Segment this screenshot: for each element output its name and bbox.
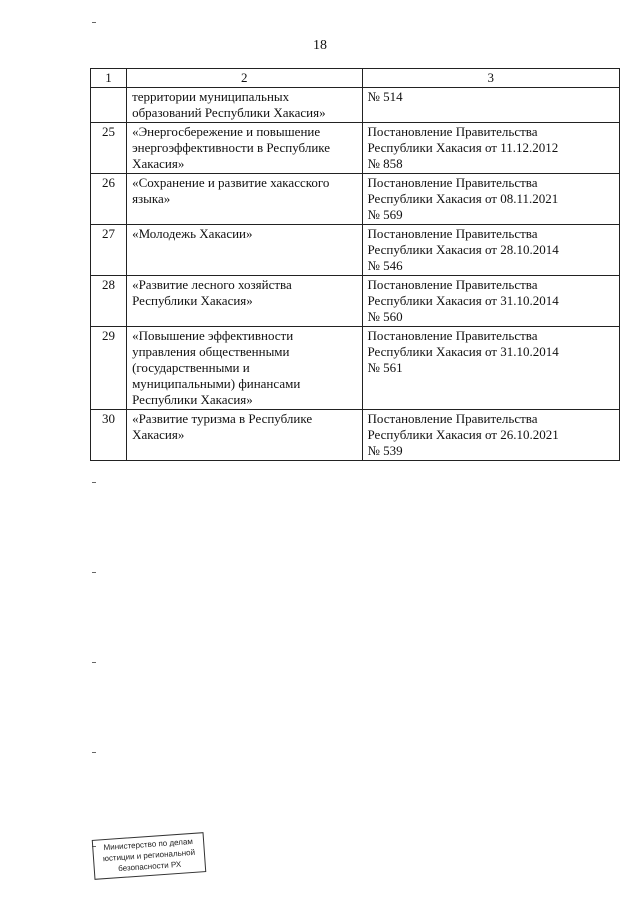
row-number: 25 [91,123,127,174]
legal-document: Постановление Правительства Республики Хакасия от 28.10.2014 № 546 [362,225,620,276]
row-number: 28 [91,276,127,327]
program-name: «Сохранение и развитие хакасского языка» [127,174,362,225]
legal-document: Постановление Правительства Республики Хакасия от 31.10.2014 № 560 [362,276,620,327]
scan-mark [92,482,96,483]
legal-document: Постановление Правительства Республики Хакасия от 11.12.2012 № 858 [362,123,620,174]
program-name: «Развитие туризма в Республике Хакасия» [127,410,362,461]
stamp-line: безопасности РХ [117,859,182,874]
stamp-line: Министерство по делам [103,836,194,853]
table-row [91,123,620,174]
scan-mark [92,572,96,573]
row-number [91,88,127,123]
column-header: 2 [127,69,362,88]
table-header-row [91,69,620,88]
programs-table [90,68,620,461]
legal-document: № 514 [362,88,620,123]
table-row [91,410,620,461]
row-number: 29 [91,327,127,410]
program-name: «Повышение эффективности управления общественными (государственными и муниципальными) финансами Республики Хакасия» [127,327,362,410]
ministry-stamp [92,832,207,880]
row-number: 26 [91,174,127,225]
program-name: «Энергосбережение и повышение энергоэффективности в Республике Хакасия» [127,123,362,174]
stamp-line: юстиции и региональной [102,847,196,864]
scan-mark [92,662,96,663]
table-row [91,276,620,327]
row-number: 27 [91,225,127,276]
program-name: территории муниципальных образований Республики Хакасия» [127,88,362,123]
table-row [91,174,620,225]
column-header: 3 [362,69,620,88]
table-row [91,225,620,276]
legal-document: Постановление Правительства Республики Хакасия от 31.10.2014 № 561 [362,327,620,410]
table-row [91,327,620,410]
legal-document: Постановление Правительства Республики Хакасия от 26.10.2021 № 539 [362,410,620,461]
page-number: 18 [313,38,327,53]
program-name: «Молодежь Хакасии» [127,225,362,276]
program-name: «Развитие лесного хозяйства Республики Хакасия» [127,276,362,327]
row-number: 30 [91,410,127,461]
column-header: 1 [91,69,127,88]
scan-mark [92,752,96,753]
table-row [91,88,620,123]
legal-document: Постановление Правительства Республики Хакасия от 08.11.2021 № 569 [362,174,620,225]
scan-mark [92,22,96,23]
